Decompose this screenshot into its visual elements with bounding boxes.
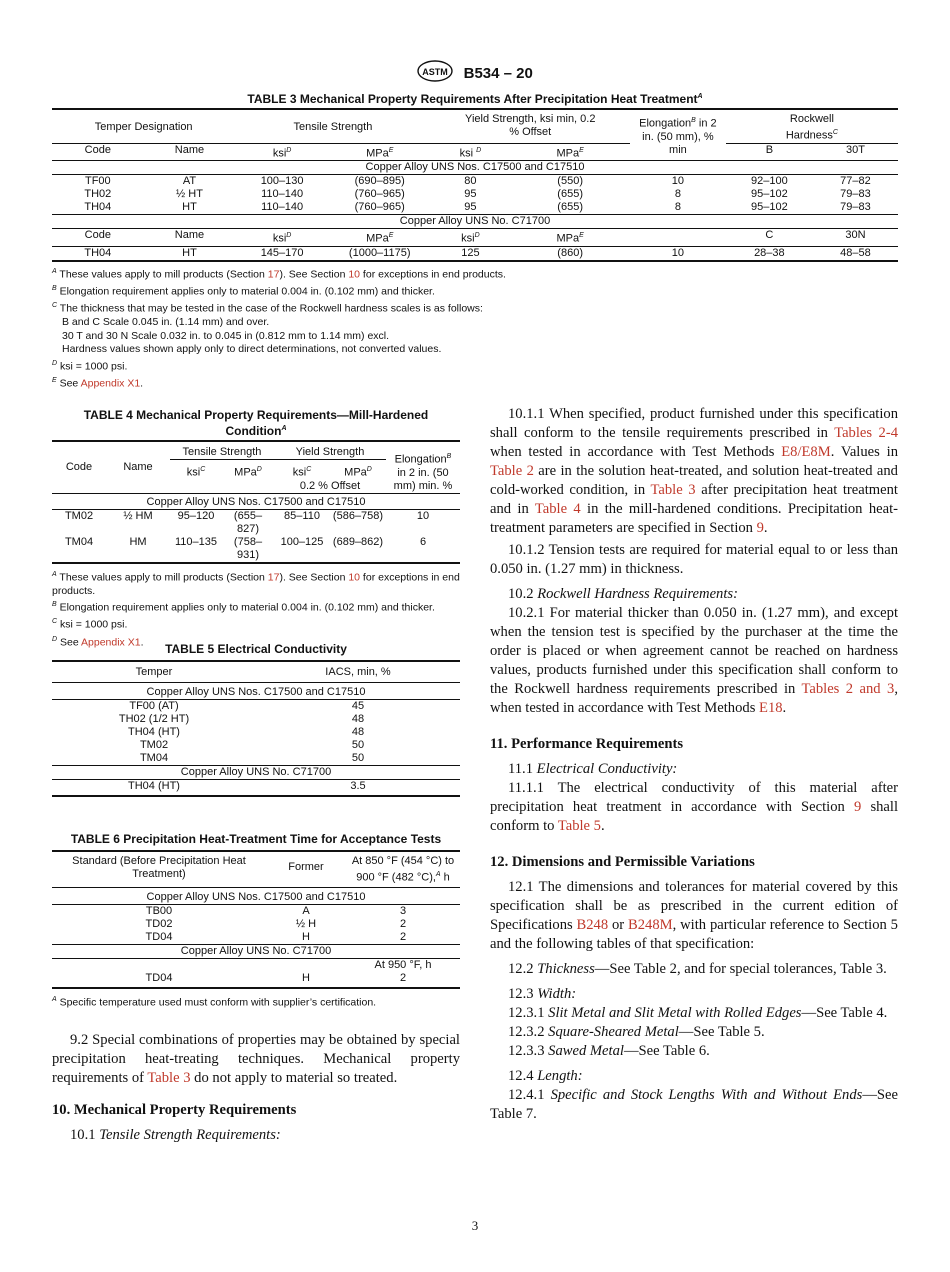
table-row: TH02 (1/2 HT) 48 <box>118 713 365 725</box>
e18-link[interactable]: E18 <box>759 700 783 716</box>
page-number: 3 <box>471 1218 479 1233</box>
group-row: Copper Alloy UNS Nos. C17500 and C17510 <box>52 887 460 904</box>
group-row: Copper Alloy UNS No. C71700 <box>52 944 460 958</box>
para-10-2-1: 10.2.1 For material thicker than 0.050 in. (1.27 mm), and except when the tension test is specified by the purchaser at the time the order is placed or when agreement cannot be reached on hardness values, products furnished under this specification shall conform to the Rockwell hardness requirements prescribed in Tables 2 and 3, when tested in accordance with Test Methods E18. <box>490 605 898 716</box>
para-10-1-1: 10.1.1 When specified, product furnished under this specification shall conform to the tensile requirements prescribed in Tables 2-4 when tested in accordance with Test Methods E8/E8M. Values in Table 2 are in the solution heat-treated, and solution heat-treated and cold-worked condition, in Table 3 after precipitation heat treatment and in Table 4 in the mill-hardened conditions. Precipitation heat-treatment parameters are specified in Section 9. <box>490 406 899 536</box>
section-10-link[interactable]: 10 <box>348 571 361 584</box>
appendix-x1-link[interactable]: Appendix X1 <box>81 636 141 649</box>
table-6-title: TABLE 6 Precipitation Heat-Treatment Time for Acceptance Tests <box>70 832 442 846</box>
table-row: TD02 ½ H 2 <box>145 917 407 930</box>
table-5-grid: Temper IACS, min, % Copper Alloy UNS Nos. C17500 and C17510 TF00 (AT) 45 TH02 (1/2 HT) 48 TH04 (HT) 48 TM02 50 TM04 50 Copper Alloy UNS No. C71700 TH04 (HT) 3.5 <box>52 660 460 797</box>
table-4-grid: Code Name Tensile Strength Yield Strength Elongation$^B$ in 2 in. (50 mm) min. % ksi$^C$ MPa$^D$ ksi$^C$ MPa$^D$ 0.2 % Offset Copper Alloy UNS Nos. C17500 and C17510 TM02 ½ HM 95–120 (655–827) 85–110 (586–758) 10 TM04 HM 110–135 (758–931) 100–125 (689–862) 6 <box>52 440 460 564</box>
table-5-title: TABLE 5 Electrical Conductivity <box>165 642 347 656</box>
th-yield: Yield Strength, ksi min, 0.2 % Offset <box>465 113 596 138</box>
table-6 <box>52 832 460 1010</box>
para-12-4-1: 12.4.1 Specific and Stock Lengths With and Without Ends—See Table 7. <box>490 1087 898 1122</box>
table-row: TH04 (HT) 48 <box>128 726 365 738</box>
page-header <box>0 60 950 87</box>
section-10-heading: 10. Mechanical Property Requirements <box>52 1102 297 1118</box>
para-9-2: 9.2 Special combinations of properties may be obtained by special precipitation heat-treating techniques. Mechanical property requirements of Table 3 do not apply to material so treated. <box>52 1032 460 1086</box>
th-tensile: Tensile Strength <box>293 121 373 133</box>
section-9-link[interactable]: 9 <box>756 520 764 536</box>
table-2-link[interactable]: Table 2 <box>490 463 534 479</box>
table-4-link[interactable]: Table 4 <box>534 501 581 517</box>
right-column-text <box>490 405 898 1124</box>
b248-link[interactable]: B248 <box>576 917 609 933</box>
para-12-3: 12.3 Width: <box>508 986 577 1002</box>
section-10-link[interactable]: 10 <box>348 268 361 281</box>
table-4: TABLE 4 Mechanical Property Requirements—Mill-Hardened Condition$^A$ Code Name Tensile Strength Yield Strength Elongation$^B$ in 2 in. (50 mm) min. % ksi$^C$ MPa$^D$ ksi$^C$ MPa$^D$ 0.2 % Offset Copper Alloy UNS Nos. C17500 and C17510 TM02 ½ HM 95–120 (655–827) 85–110 (586–758) 10 TM04 HM 110–135 (758–931) 100–125 (689–862) 6 $^A$ These values apply to mill products (Section 17). See Section 10 for exceptions in end products. $^B$ Elongation requirement applies only to material 0.004 in. (0.102 mm) and thicker. $^C$ ksi = 1000 psi. $^D$ See Appendix X1. <box>52 408 460 649</box>
para-10-2: 10.2 Rockwell Hardness Requirements: <box>508 586 738 602</box>
table-row: TH04 HT 145–170 (1000–1175) 125 (860) 10 28–38 48–58 <box>52 246 898 261</box>
group-row: Copper Alloy UNS No. C71700 <box>52 215 898 229</box>
tables-2-4-link[interactable]: Tables 2-4 <box>834 425 899 441</box>
group-row: Copper Alloy UNS Nos. C17500 and C17510 <box>52 493 460 509</box>
th-temper: Temper Designation <box>94 121 193 133</box>
section-17-link[interactable]: 17 <box>267 268 280 281</box>
para-12-2: 12.2 Thickness—See Table 2, and for special tolerances, Table 3. <box>508 961 887 977</box>
para-12-3-2: 12.3.2 Square-Sheared Metal—See Table 5. <box>508 1024 765 1040</box>
table-3-grid: Temper Designation Tensile Strength Yield Strength, ksi min, 0.2 % Offset Elongation$^B$ in 2 in. (50 mm), % min Rockwell Hardness$^C$ Code Name ksi$^D$ MPa$^E$ ksi $^D$ MPa$^E$ B 30T Copper Alloy UNS Nos. C17500 and C17510 TF00 AT 100–130 (690–895) 80 (550) 10 92–100 77–82 TH02 ½ HT 110–140 (760–965) 95 (655) 8 95–102 79–83 TH04 HT 110–140 (760–965) 95 (655) 8 95–102 79–83 Copper Alloy UNS No. C71700 Code Name ksi$^D$ MPa$^E$ ksi$^D$ MPa$^E$ C 30N TH04 HT 145–170 (1000–1175) 125 (860) 10 28–38 48–58 <box>52 108 898 262</box>
table-4-title: TABLE 4 Mechanical Property Requirements—Mill-Hardened Condition <box>83 408 429 438</box>
group-row: Copper Alloy UNS Nos. C17500 and C17510 <box>52 683 460 700</box>
table-3-link[interactable]: Table 3 <box>147 1070 191 1086</box>
para-12-3-3: 12.3.3 Sawed Metal—See Table 6. <box>508 1043 710 1059</box>
section-11-heading: 11. Performance Requirements <box>490 736 684 752</box>
table-row: TD04 H 2 <box>145 930 407 943</box>
table-row: TH04 (HT) 3.5 <box>52 780 460 797</box>
table-row: TH04 HT 110–140 (760–965) 95 (655) 8 95–102 79–83 <box>84 201 871 214</box>
section-12-heading: 12. Dimensions and Permissible Variations <box>490 854 755 870</box>
table-row: TM04 50 <box>139 752 365 764</box>
svg-text:ASTM: ASTM <box>422 67 448 77</box>
para-10-1-2: 10.1.2 Tension tests are required for material equal to or less than 0.050 in. (1.27 mm) in thickness. <box>490 542 898 577</box>
table-3: TABLE 3 Mechanical Property Requirements After Precipitation Heat Treatment$^A$ Temper Designation Tensile Strength Yield Strength, ksi min, 0.2 % Offset Elongation$^B$ in 2 in. (50 mm), % min Rockwell Hardness$^C$ Code Name ksi$^D$ MPa$^E$ ksi $^D$ MPa$^E$ B 30T Copper Alloy UNS Nos. C17500 and C17510 TF00 AT 100–130 (690–895) 80 (550) 10 92–100 77–82 TH02 ½ HT 110–140 (760–965) 95 (655) 8 95–102 79–83 TH04 HT 110–140 (760–965) 95 (655) 8 95–102 79–83 Copper Alloy UNS No. C71700 Code Name ksi$^D$ MPa$^E$ ksi$^D$ MPa$^E$ C 30N TH04 HT 145–170 (1000–1175) 125 (860) 10 28–38 48–58 $^A$ These values apply to mill products (Section 17). See Section 10 for exceptions in end products. $^B$ Elongation requirement applies only to material 0.004 in. (0.102 mm) and thicker. $^C$ The thickness that may be tested in the case of the Rockwell hardness scales is as follows: B and C Scale 0.045 in. (1.14 mm) and over. 30 T and 30 N Scale 0.032 in. to 0.045 in (0.812 mm to 1.14 mm) excl. Hardness values shown apply only to direct determinations, not converted values. $^D$ ksi = 1000 psi. $^E$ See Appendix X1. <box>52 92 898 391</box>
para-11-1-1: 11.1.1 The electrical conductivity of this material after precipitation heat treatment in accordance with Section 9 shall conform to Table 5. <box>490 780 899 834</box>
section-9-link[interactable]: 9 <box>853 799 862 815</box>
para-12-1: 12.1 The dimensions and tolerances for material covered by this specification shall be as prescribed in the current edition of Specifications B248 or B248M, with particular reference to Section 5 and the following tables of that specification: <box>490 879 898 952</box>
table-row: TD04 H 2 <box>52 972 460 988</box>
group-row: Copper Alloy UNS No. C71700 <box>52 766 460 780</box>
th-elongation: Elongation$^B$ in 2 in. (50 mm), % min <box>639 117 717 156</box>
b248m-link[interactable]: B248M <box>628 917 673 933</box>
table-4-footnotes: $^A$ These values apply to mill products (Section 17). See Section 10 for exceptions in end products. $^B$ Elongation requirement applies only to material 0.004 in. (0.102 mm) and thicker. $^C$ ksi = 1000 psi. $^D$ See Appendix X1. <box>52 570 460 649</box>
th-rockwell: Rockwell Hardness$^C$ <box>785 113 838 142</box>
para-12-3-1: 12.3.1 Slit Metal and Slit Metal with Rolled Edges—See Table 4. <box>508 1005 888 1021</box>
table-row: TM02 50 <box>139 739 365 751</box>
group-row: Copper Alloy UNS Nos. C17500 and C17510 <box>52 161 898 175</box>
table-3-footnotes: $^A$ These values apply to mill products (Section 17). See Section 10 for exceptions in end products. $^B$ Elongation requirement applies only to material 0.004 in. (0.102 mm) and thicker. $^C$ The thickness that may be tested in the case of the Rockwell hardness scales is as follows: B and C Scale 0.045 in. (1.14 mm) and over. 30 T and 30 N Scale 0.032 in. to 0.045 in (0.812 mm to 1.14 mm) excl. Hardness values shown apply only to direct determinations, not converted values. $^D$ ksi = 1000 psi. $^E$ See Appendix X1. <box>52 267 506 390</box>
table-5-link[interactable]: Table 5 <box>557 818 601 834</box>
left-column-text <box>52 1031 460 1145</box>
appendix-x1-link[interactable]: Appendix X1 <box>80 377 141 390</box>
para-12-4: 12.4 Length: <box>508 1068 583 1084</box>
table-row: TH02 ½ HT 110–140 (760–965) 95 (655) 8 95–102 79–83 <box>84 188 871 201</box>
astm-logo-icon <box>417 60 453 87</box>
table-3-title: TABLE 3 Mechanical Property Requirements After Precipitation Heat Treatment <box>247 92 698 106</box>
section-17-link[interactable]: 17 <box>267 571 280 584</box>
table-row: TB00 A 3 <box>52 904 460 918</box>
para-10-1: 10.1 Tensile Strength Requirements: <box>70 1127 281 1143</box>
table-row: TM04 HM 110–135 (758–931) 100–125 (689–862) 6 <box>52 536 460 563</box>
table-6-footnotes: $^A$ Specific temperature used must conform with supplier’s certification. <box>52 995 377 1009</box>
table-row: TF00 AT 100–130 (690–895) 80 (550) 10 92–100 77–82 <box>52 175 898 189</box>
table-3-link[interactable]: Table 3 <box>650 482 696 498</box>
table-5 <box>52 642 460 797</box>
para-11-1: 11.1 Electrical Conductivity: <box>508 761 678 777</box>
table-row: TM02 ½ HM 95–120 (655–827) 85–110 (586–758) 10 <box>52 509 460 536</box>
e8-link[interactable]: E8/E8M <box>781 444 831 460</box>
standard-designation: B534 – 20 <box>463 65 533 82</box>
tables-2-3-link[interactable]: Tables 2 and 3 <box>801 681 895 697</box>
table-6-grid: Standard (Before Precipitation Heat Treatment) Former At 850 °F (454 °C) to 900 °F (482 °C),$^A$ h Copper Alloy UNS Nos. C17500 and C17510 TB00 A 3 TD02 ½ H 2 TD04 H 2 Copper Alloy UNS No. C71700 At 950 °F, h TD04 H 2 <box>52 850 460 989</box>
table-row: TF00 (AT) 45 <box>52 700 460 714</box>
